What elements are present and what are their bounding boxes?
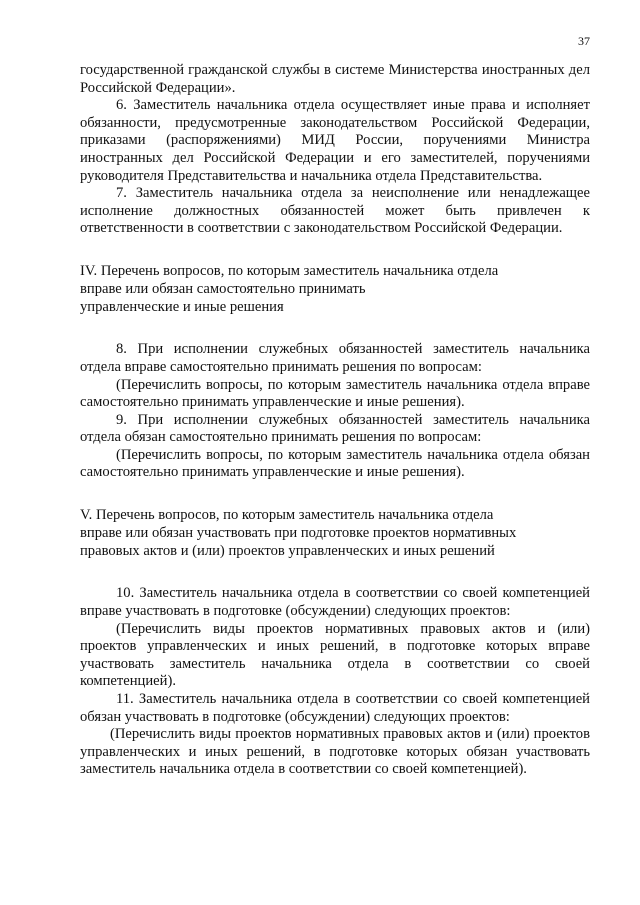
paragraph-9-note: (Перечислить вопросы, по которым заместитель начальника отдела обязан самостоятельно принимать управленческие и иные решения). <box>80 446 590 481</box>
paragraph-8-note: (Перечислить вопросы, по которым заместитель начальника отдела вправе самостоятельно принимать управленческие и иные решения). <box>80 376 590 411</box>
paragraph-10: 10. Заместитель начальника отдела в соответствии со своей компетенцией вправе участвовать в подготовке (обсуждении) следующих проектов: <box>80 585 590 620</box>
section-5-heading-line-2: вправе или обязан участвовать при подготовке проектов нормативных <box>80 524 517 541</box>
section-5-heading-line-1: V. Перечень вопросов, по которым заместитель начальника отдела <box>80 507 494 524</box>
section-4-heading-line-1: IV. Перечень вопросов, по которым заместитель начальника отдела <box>80 262 499 279</box>
document-body <box>80 62 590 779</box>
paragraph-7: 7. Заместитель начальника отдела за неисполнение или ненадлежащее исполнение должностных обязанностей может быть привлечен к ответственности в соответствии с законодательством Российской Федерации. <box>80 185 590 237</box>
section-5-heading <box>80 507 590 560</box>
section-5-heading-line-3: правовых актов и (или) проектов управленческих и иных решений <box>80 542 495 559</box>
paragraph-6: 6. Заместитель начальника отдела осуществляет иные права и исполняет обязанности, предусмотренные законодательством Российской Федерации, приказами (распоряжениями) МИД России, поручениями Министра иностранных дел Российской Федерации и его заместителей, поручениями руководителя Представительства и начальника отдела Представительства. <box>80 97 590 184</box>
paragraph-10-note: (Перечислить виды проектов нормативных правовых актов и (или) проектов управленческих и иных решений, в подготовке которых вправе участвовать заместитель начальника отдела в соответствии со своей компетенцией). <box>80 620 590 690</box>
page-number: 37 <box>578 34 590 48</box>
section-4-heading-line-2: вправе или обязан самостоятельно принимать <box>80 280 366 297</box>
paragraph-11: 11. Заместитель начальника отдела в соответствии со своей компетенцией обязан участвовать в подготовке (обсуждении) следующих проектов: <box>80 691 590 725</box>
paragraph-9: 9. При исполнении служебных обязанностей заместитель начальника отдела обязан самостоятельно принимать решения по вопросам: <box>80 411 590 446</box>
section-4-heading <box>80 263 590 316</box>
section-4-heading-line-3: управленческие и иные решения <box>80 298 284 315</box>
paragraph-11-note: (Перечислить виды проектов нормативных правовых актов и (или) проектов управленческих и иных решений, в подготовке которых обязан участвовать заместитель начальника отдела в соответствии со своей компетенцией). <box>80 726 590 778</box>
paragraph-8: 8. При исполнении служебных обязанностей заместитель начальника отдела вправе самостоятельно принимать решения по вопросам: <box>80 341 590 375</box>
continued-paragraph: государственной гражданской службы в системе Министерства иностранных дел Российской Федерации». <box>80 62 590 96</box>
